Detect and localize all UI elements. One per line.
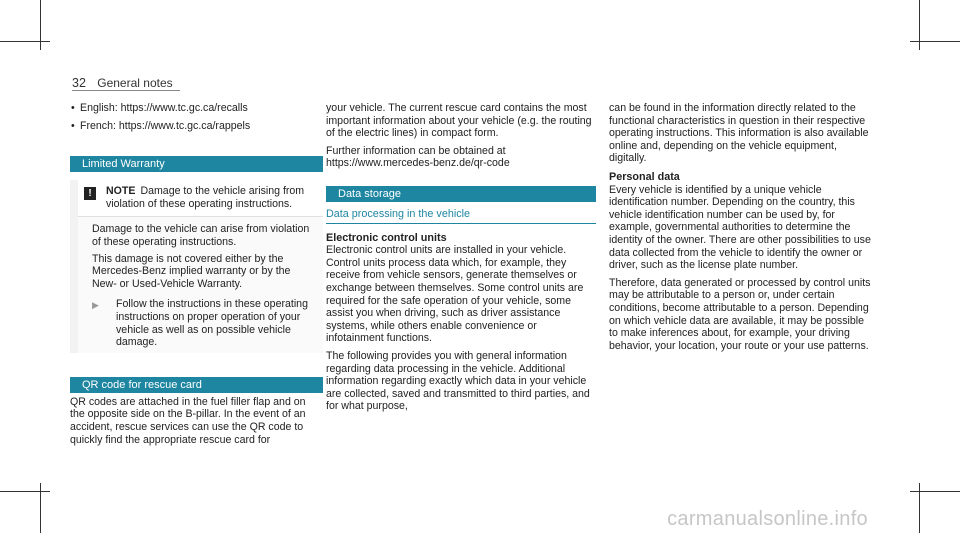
list-item[interactable]: • English: https://www.tc.gc.ca/recalls (70, 102, 323, 115)
triangle-right-icon: ▶ (92, 300, 99, 311)
paragraph: Therefore, data generated or processed by control units may be attributable to a person or, under certain conditions, become attributable to a person. Depending on which vehicle data are available, it may be possible to make inferences about, for example, your driving behavior, your location, your route or your use patterns. (609, 276, 871, 352)
note-box (70, 180, 323, 353)
crop-mark (0, 41, 50, 42)
crop-mark (40, 483, 41, 533)
note-summary (106, 185, 317, 210)
section-title: General notes (97, 76, 173, 90)
crop-mark (919, 0, 920, 50)
action-step (92, 298, 317, 348)
page-number: 32 (72, 76, 86, 90)
list-item[interactable]: • French: https://www.tc.gc.ca/rappels (70, 120, 323, 133)
paragraph: your vehicle. The current rescue card contains the most important information about your vehicle (e.g. the routing of the electric lines) in compact form. (326, 102, 592, 140)
page-header (72, 76, 173, 90)
crop-mark (910, 41, 960, 42)
paragraph: The following provides you with general information regarding data processing in the vehicle. Additional information regarding exactly which data in your vehicle are collected, saved and transmitted to third parties, and for what purpose, (326, 349, 590, 413)
recall-links (70, 102, 323, 132)
paragraph: Further information can be obtained at https://www.mercedes-benz.de/qr-code (326, 144, 510, 170)
note-body (78, 217, 323, 352)
ecu-heading: Electronic control units (326, 231, 447, 244)
note-label: NOTE (106, 185, 136, 198)
note-paragraph: This damage is not covered either by the Mercedes-Benz implied warranty or by the New- or Used-Vehicle Warranty. (92, 252, 291, 290)
qr-paragraph: QR codes are attached in the fuel filler flap and on the opposite side on the B-pillar. In the event of an accident, rescue services can use the QR code to quickly find the appropriate rescue card for (70, 395, 306, 446)
crop-mark (910, 491, 960, 492)
crop-mark (40, 0, 41, 50)
warning-icon: ! (84, 187, 96, 200)
qr-heading: QR code for rescue card (70, 377, 323, 393)
watermark: carmanualsonline.info (667, 508, 868, 530)
storage-heading: Data storage (326, 186, 596, 202)
paragraph: Every vehicle is identified by a unique vehicle identification number. Depending on the country, this vehicle identification number can be used by, for example, governmental authorities to determine the identity of the owner. There are other possibilities to use data collected from the vehicle to identify the owner or driver, such as the license plate number. (609, 183, 871, 272)
warranty-heading: Limited Warranty (70, 156, 323, 172)
paragraph: Electronic control units are installed in your vehicle. Control units process data which, for example, they receive from vehicle sensors, generate themselves or exchange between themselves. Some control units are required for the safe operation of your vehicle, some assist you when driving, such as driver assistance systems, while others enable convenience or infotainment functions. (326, 244, 584, 345)
crop-mark (0, 491, 50, 492)
personal-data-heading: Personal data (609, 170, 680, 183)
action-text: Follow the instructions in these operating instructions on proper operation of your vehicle as well as on possible vehicle damage. (116, 298, 308, 349)
note-text: Damage to the vehicle arising from violation of these operating instructions. (106, 185, 305, 210)
subheading: Data processing in the vehicle (326, 208, 596, 224)
paragraph: can be found in the information directly related to the functional characteristics in question in their respective operating instructions. This information is also available online and, depending on the vehicle equipment, digitally. (609, 102, 869, 165)
note-header (78, 180, 323, 217)
column-2 (326, 102, 596, 418)
column-3 (609, 102, 871, 357)
header-rule (72, 90, 180, 91)
note-paragraph: Damage to the vehicle can arise from violation of these operating instructions. (92, 223, 310, 248)
crop-mark (919, 483, 920, 533)
column-1 (70, 102, 323, 451)
